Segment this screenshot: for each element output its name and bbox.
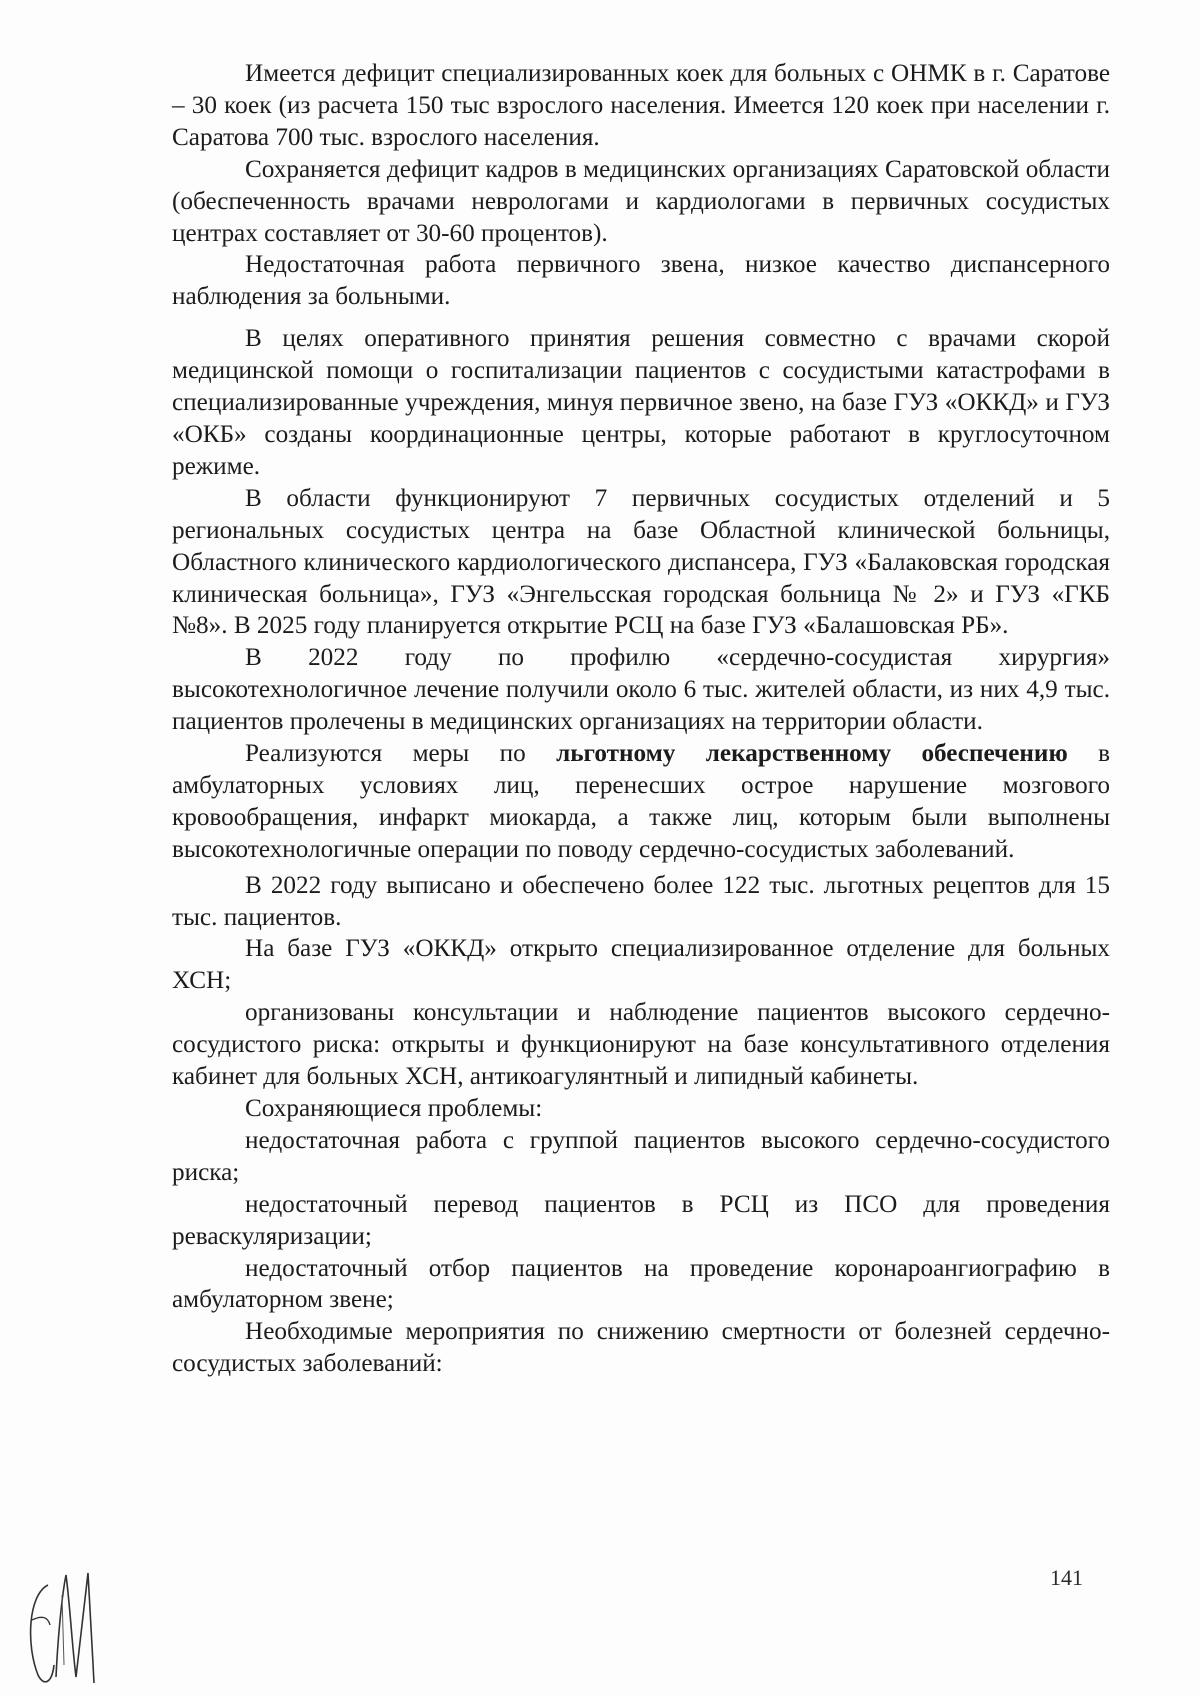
paragraph: Необходимые мероприятия по снижению смертности от болезней сердечно-сосудистых заболеваний: [172,1318,1110,1378]
paragraph: На базе ГУЗ «ОККД» открыто специализированное отделение для больных ХСН; [172,935,1110,995]
page-number: 141 [1050,1565,1083,1590]
paragraph: недостаточный отбор пациентов на проведение коронароангиографию в амбулаторном звене; [172,1254,1110,1314]
paragraph-text: Реализуются меры по [245,740,557,768]
body-text [172,58,1110,1380]
paragraph: В целях оперативного принятия решения совместно с врачами скорой медицинской помощи о госпитализации пациентов с сосудистыми катастрофами в специализированные учреждения, минуя первичное звено, на базе ГУЗ «ОККД» и ГУЗ «ОКБ» созданы координационные центры, которые работают в круглосуточном режиме. [172,325,1110,480]
handwritten-signature [18,1565,108,1690]
paragraph: Имеется дефицит специализированных коек для больных с ОНМК в г. Саратове – 30 коек (из расчета 150 тыс взрослого населения. Имеется 120 коек при населении г. Саратова 700 тыс. взрослого населения. [172,60,1110,151]
paragraph: Сохраняется дефицит кадров в медицинских организациях Саратовской области (обеспеченность врачами неврологами и кардиологами в первичных сосудистых центрах составляет от 30-60 процентов). [172,155,1110,247]
paragraph: Недостаточная работа первичного звена, низкое качество диспансерного наблюдения за больными. [172,251,1110,311]
paragraph: В области функционируют 7 первичных сосудистых отделений и 5 региональных сосудистых центра на базе Областной клинической больницы, Областного клинического кардиологического диспансера, ГУЗ «Балаковская городская клиническая больница», ГУЗ «Энгельсская городская больница № 2» и ГУЗ «ГКБ №8». В 2025 году планируется открытие РСЦ на базе ГУЗ «Балашовская РБ». [172,484,1110,640]
paragraph: В 2022 году по профилю «сердечно-сосудистая хирургия» высокотехнологичное лечение получили около 6 тыс. жителей области, из них 4,9 тыс. пациентов пролечены в медицинских организациях на территории области. [172,644,1110,736]
paragraph: организованы консультации и наблюдение пациентов высокого сердечно-сосудистого риска: открыты и функционируют на базе консультативного отделения кабинет для больных ХСН, антикоагулянтный и липидный кабинеты. [172,999,1110,1091]
paragraph: недостаточный перевод пациентов в РСЦ из ПСО для проведения реваскуляризации; [172,1190,1110,1250]
paragraph: В 2022 году выписано и обеспечено более 122 тыс. льготных рецептов для 15 тыс. пациентов. [172,871,1110,931]
drug-provision-paragraph [172,738,1110,866]
paragraph-text: в амбулаторных условиях лиц, перенесших острое нарушение мозгового кровообращения, инфаркт миокарда, а также лиц, которым были выполнены высокотехнологичные операции по поводу сердечно-сосудистых заболеваний. [172,740,1110,863]
paragraph: недостаточная работа с группой пациентов высокого сердечно-сосудистого риска; [172,1126,1110,1186]
bold-phrase: льготному лекарственному обеспечению [556,740,1068,768]
paragraph: Сохраняющиеся проблемы: [245,1095,543,1122]
